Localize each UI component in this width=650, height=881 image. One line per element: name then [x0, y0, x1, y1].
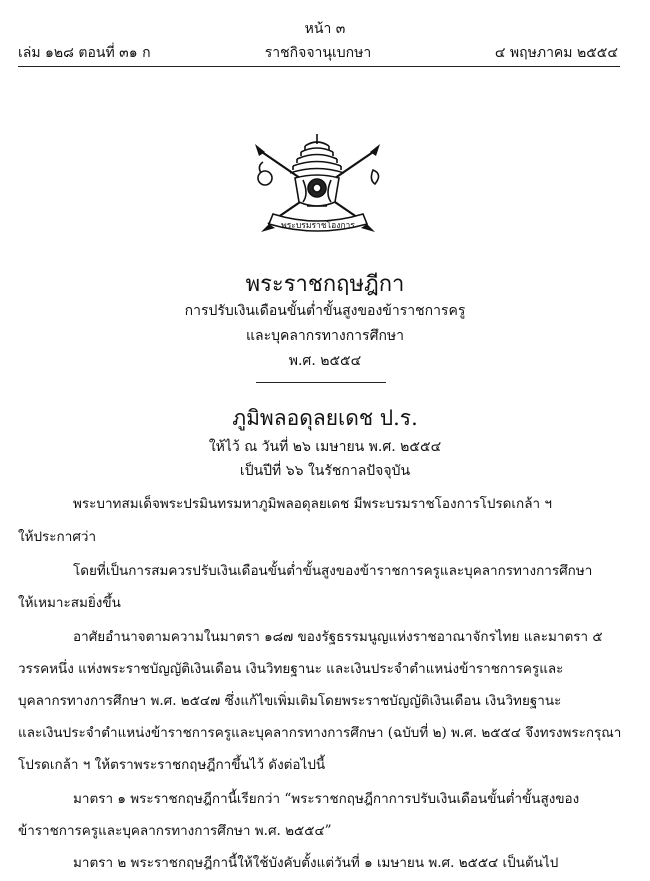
body-line: ให้เหมาะสมยิ่งขึ้น [18, 595, 121, 611]
body-line: พระบาทสมเด็จพระปรมินทรมหาภูมิพลอดุลยเดช มีพระบรมราชโองการโปรดเกล้า ฯ [73, 496, 552, 512]
body-line: วรรคหนึ่ง แห่งพระราชบัญญัติเงินเดือน เงินวิทยฐานะ และเงินประจำตำแหน่งข้าราชการครูและ [18, 661, 564, 677]
body-line: อาศัยอำนาจตามความในมาตรา ๑๘๗ ของรัฐธรรมนูญแห่งราชอาณาจักรไทย และมาตรา ๕ [73, 629, 603, 645]
section-2-line: มาตรา ๒ พระราชกฤษฎีกานี้ให้ใช้บังคับตั้งแต่วันที่ ๑ เมษายน พ.ศ. ๒๕๕๔ เป็นต้นไป [73, 855, 559, 871]
publication-date: ๔ พฤษภาคม ๒๕๕๔ [494, 45, 618, 61]
given-date: ให้ไว้ ณ วันที่ ๒๖ เมษายน พ.ศ. ๒๕๕๔ [208, 439, 442, 455]
decree-year: พ.ศ. ๒๕๕๔ [288, 353, 362, 369]
decree-title: พระราชกฤษฎีกา [245, 272, 405, 297]
body-line: โดยที่เป็นการสมควรปรับเงินเดือนขั้นต่ำขั้นสูงของข้าราชการครูและบุคลากรทางการศึกษา [73, 563, 593, 579]
royal-emblem-icon [245, 128, 390, 240]
page-number: หน้า ๓ [304, 21, 346, 37]
body-line: บุคลากรทางการศึกษา พ.ศ. ๒๕๔๗ ซึ่งแก้ไขเพิ่มเติมโดยพระราชบัญญัติเงินเดือน เงินวิทยฐานะ [18, 693, 562, 709]
emblem-ribbon-text: พระบรมราชโองการ [281, 221, 355, 231]
decree-subtitle-line1: การปรับเงินเดือนขั้นต่ำขั้นสูงของข้าราชการครู [184, 303, 466, 319]
publication-name: ราชกิจจานุเบกษา [264, 45, 372, 61]
section-1-line: ข้าราชการครูและบุคลากรทางการศึกษา พ.ศ. ๒๕๕๔” [18, 823, 332, 839]
gazette-header [18, 42, 618, 62]
body-line: และเงินประจำตำแหน่งข้าราชการครูและบุคลากรทางการศึกษา (ฉบับที่ ๒) พ.ศ. ๒๕๕๔ จึงทรงพระกรุณา [18, 725, 622, 741]
header-divider [18, 66, 620, 67]
decree-subtitle-line2: และบุคลากรทางการศึกษา [245, 328, 405, 344]
body-line: ให้ประกาศว่า [18, 529, 97, 545]
title-divider [256, 382, 386, 383]
section-1-line: มาตรา ๑ พระราชกฤษฎีกานี้เรียกว่า “พระราชกฤษฎีกาการปรับเงินเดือนขั้นต่ำขั้นสูงของ [73, 791, 580, 807]
body-line: โปรดเกล้า ฯ ให้ตราพระราชกฤษฎีกาขึ้นไว้ ดังต่อไปนี้ [18, 757, 326, 773]
royal-signature: ภูมิพลอดุลยเดช ป.ร. [232, 406, 418, 430]
volume-info: เล่ม ๑๒๘ ตอนที่ ๓๑ ก [18, 45, 151, 61]
reign-year: เป็นปีที่ ๖๖ ในรัชกาลปัจจุบัน [239, 463, 411, 479]
